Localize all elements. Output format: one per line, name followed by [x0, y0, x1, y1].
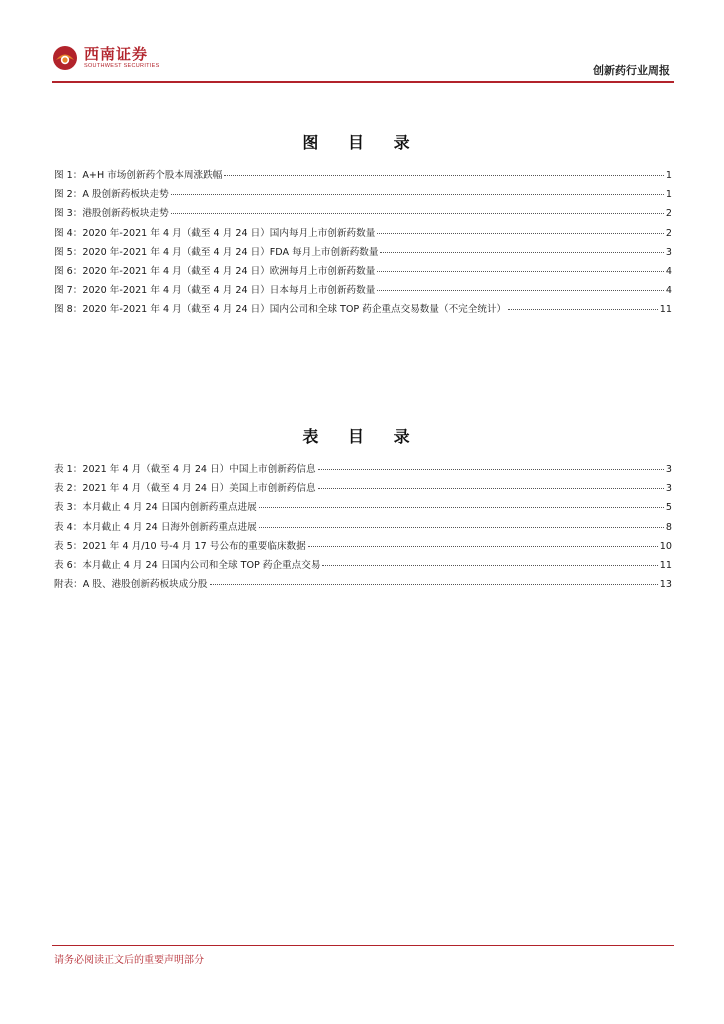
report-title: 创新药行业周报 [593, 64, 670, 77]
toc-leader-dots [318, 469, 664, 470]
toc-entry-label: 表 3：本月截止 4 月 24 日国内创新药重点进展 [54, 502, 257, 514]
toc-entry[interactable] [54, 301, 672, 320]
figures-toc-title: 图 目 录 [302, 133, 422, 152]
toc-entry-page: 1 [665, 170, 672, 181]
toc-entry-page: 3 [665, 483, 672, 495]
toc-entry-page: 4 [665, 265, 672, 277]
toc-leader-dots [508, 309, 658, 310]
toc-entry-page: 2 [665, 208, 672, 220]
toc-leader-dots [377, 290, 664, 291]
brand-logo [52, 38, 160, 78]
logo-icon [52, 45, 78, 71]
toc-entry-page: 10 [659, 540, 672, 552]
footer-divider [52, 945, 674, 946]
toc-leader-dots [380, 252, 663, 253]
toc-entry[interactable] [54, 557, 672, 576]
toc-entry-label: 图 4：2020 年-2021 年 4 月（截至 4 月 24 日）国内每月上市创新药数量 [54, 227, 376, 239]
toc-leader-dots [224, 175, 664, 176]
toc-entry-label: 附表：A 股、港股创新药板块成分股 [54, 579, 208, 591]
toc-entry-page: 13 [659, 579, 672, 591]
toc-entry-label: 图 1：A+H 市场创新药个股本周涨跌幅 [54, 170, 223, 181]
toc-entry-label: 表 1：2021 年 4 月（截至 4 月 24 日）中国上市创新药信息 [54, 464, 316, 475]
page-header [52, 38, 674, 82]
toc-leader-dots [318, 488, 664, 489]
toc-entry-label: 图 7：2020 年-2021 年 4 月（截至 4 月 24 日）日本每月上市创新药数量 [54, 285, 376, 297]
brand-name-en: SOUTHWEST SECURITIES [84, 63, 160, 69]
toc-entry[interactable] [54, 576, 672, 595]
toc-entry-page: 3 [665, 246, 672, 258]
toc-entry-page: 2 [665, 227, 672, 239]
tables-toc-list [54, 461, 672, 595]
toc-entry-label: 表 6：本月截止 4 月 24 日国内公司和全球 TOP 药企重点交易 [54, 559, 321, 571]
toc-entry[interactable] [54, 282, 672, 301]
toc-leader-dots [377, 233, 664, 234]
toc-entry[interactable] [54, 225, 672, 244]
toc-leader-dots [171, 213, 664, 214]
toc-entry-page: 5 [665, 502, 672, 514]
toc-leader-dots [259, 527, 664, 528]
toc-entry[interactable] [54, 499, 672, 518]
figures-toc-list [54, 167, 672, 321]
toc-leader-dots [171, 194, 664, 195]
toc-entry[interactable] [54, 519, 672, 538]
toc-entry[interactable] [54, 480, 672, 499]
toc-entry-label: 表 2：2021 年 4 月（截至 4 月 24 日）美国上市创新药信息 [54, 483, 316, 495]
footer-disclaimer: 请务必阅读正文后的重要声明部分 [54, 955, 204, 966]
toc-entry-label: 图 3：港股创新药板块走势 [54, 208, 169, 220]
toc-entry-page: 4 [665, 285, 672, 297]
toc-entry-label: 图 6：2020 年-2021 年 4 月（截至 4 月 24 日）欧洲每月上市创新药数量 [54, 265, 376, 277]
toc-entry-page: 11 [659, 559, 672, 571]
toc-entry-page: 8 [665, 521, 672, 533]
toc-entry-label: 表 5：2021 年 4 月/10 号-4 月 17 号公布的重要临床数据 [54, 540, 306, 552]
toc-leader-dots [259, 507, 664, 508]
toc-entry[interactable] [54, 205, 672, 224]
toc-leader-dots [377, 271, 664, 272]
toc-entry-page: 1 [665, 189, 672, 201]
toc-leader-dots [322, 565, 657, 566]
toc-leader-dots [308, 546, 658, 547]
toc-entry-label: 表 4：本月截止 4 月 24 日海外创新药重点进展 [54, 521, 257, 533]
toc-entry[interactable] [54, 461, 672, 480]
toc-entry[interactable] [54, 263, 672, 282]
toc-entry[interactable] [54, 538, 672, 557]
toc-entry[interactable] [54, 167, 672, 186]
tables-toc-title: 表 目 录 [302, 427, 422, 446]
brand-name-cn: 西南证券 [84, 45, 149, 63]
toc-entry-label: 图 8：2020 年-2021 年 4 月（截至 4 月 24 日）国内公司和全球 TOP 药企重点交易数量（不完全统计） [54, 304, 507, 316]
toc-entry-page: 11 [659, 304, 672, 316]
toc-entry[interactable] [54, 186, 672, 205]
toc-entry[interactable] [54, 244, 672, 263]
header-divider [52, 81, 674, 83]
toc-leader-dots [210, 584, 658, 585]
toc-entry-page: 3 [665, 464, 672, 475]
toc-entry-label: 图 5：2020 年-2021 年 4 月（截至 4 月 24 日）FDA 每月上市创新药数量 [54, 246, 379, 258]
toc-entry-label: 图 2：A 股创新药板块走势 [54, 189, 169, 201]
